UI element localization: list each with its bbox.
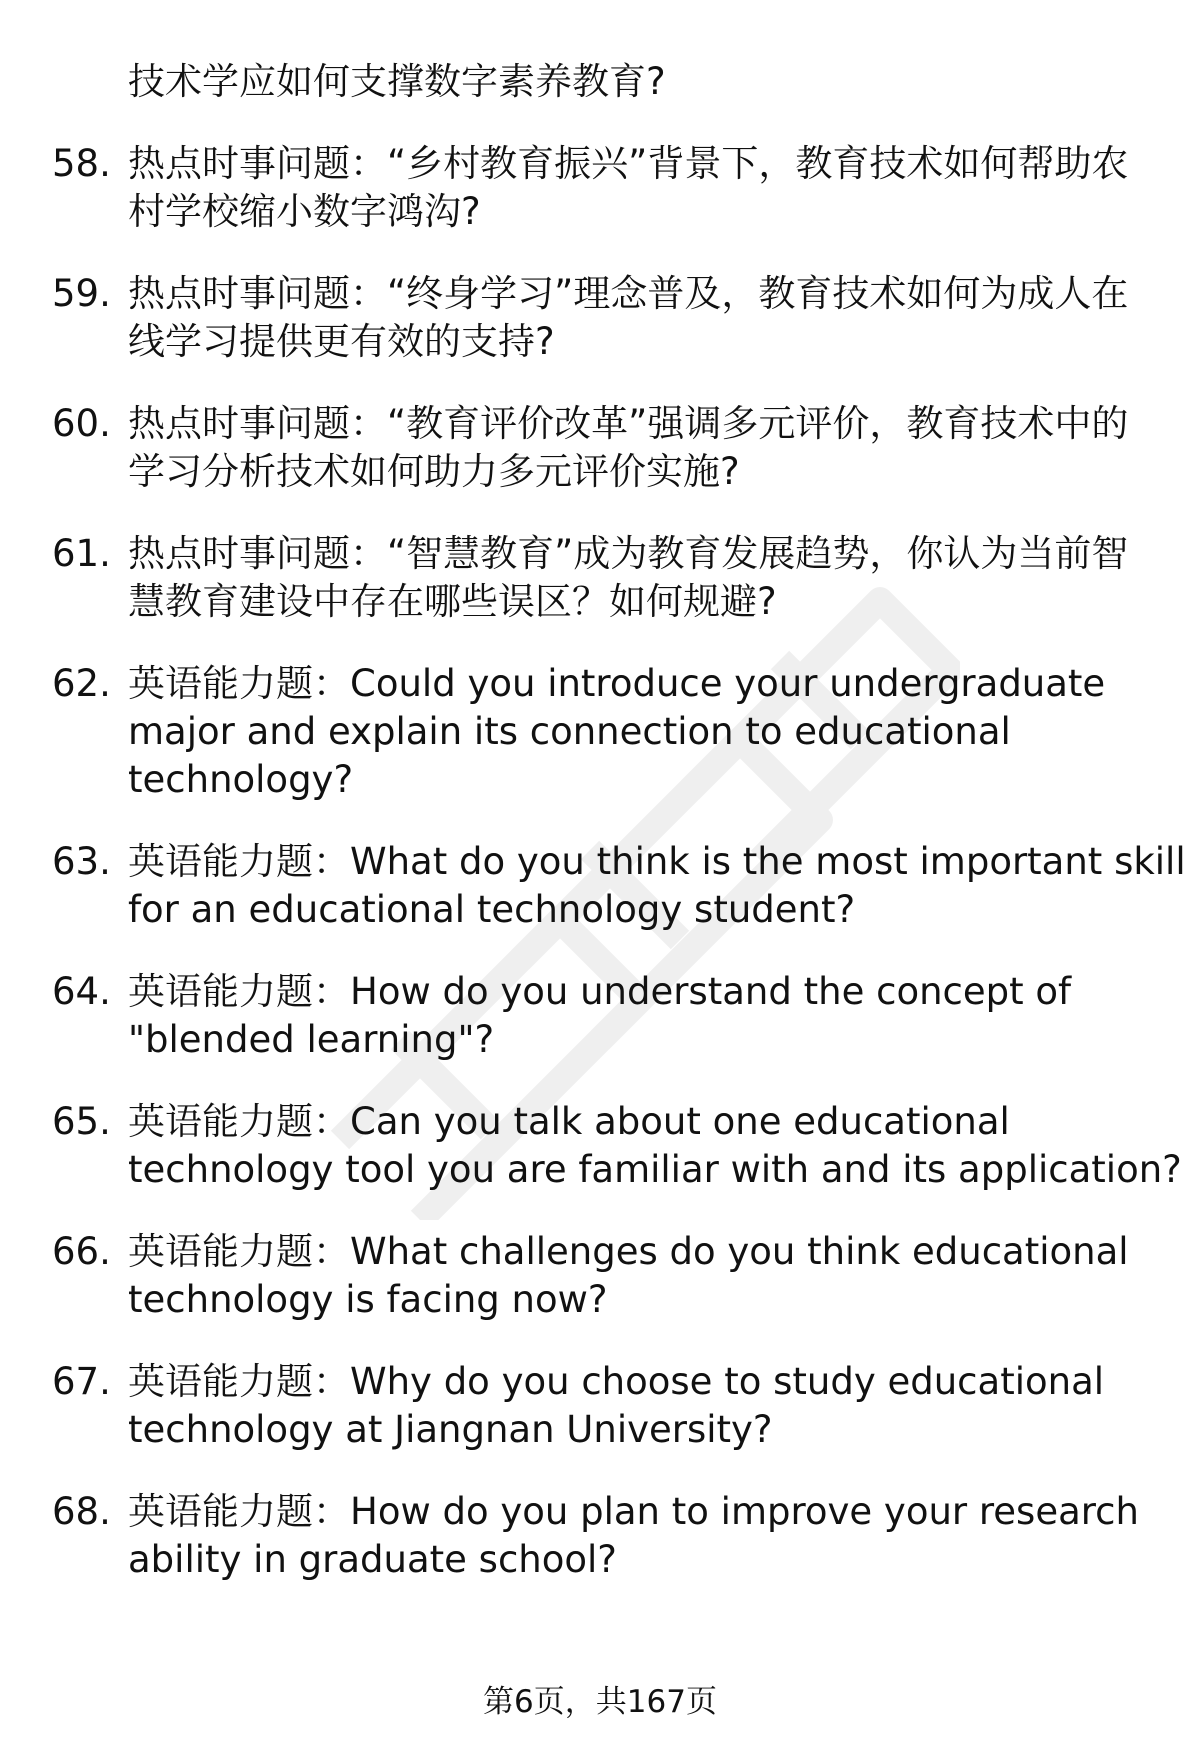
question-number: 62. (52, 662, 111, 705)
continuation-line: 技术学应如何支撑数字素养教育? (128, 60, 666, 103)
question-text-line: 村学校缩小数字鸿沟? (128, 190, 481, 233)
question-number: 63. (52, 840, 111, 883)
question-text (128, 1098, 1182, 1194)
question-text (128, 1358, 1152, 1454)
question-number: 59. (52, 272, 111, 315)
question-item (52, 140, 1152, 236)
question-text (128, 1228, 1152, 1324)
question-number: 60. (52, 402, 111, 445)
question-text-line: ability in graduate school? (128, 1538, 617, 1581)
question-text-line: 英语能力题：How do you understand the concept of (128, 970, 1072, 1013)
question-item (52, 660, 1152, 804)
question-text (128, 270, 1152, 366)
question-text (128, 1488, 1152, 1584)
question-list (52, 58, 1186, 1618)
question-item (52, 1358, 1152, 1454)
question-text-line: 英语能力题：What challenges do you think educational (128, 1230, 1129, 1273)
page-footer: 第6页，共167页 (483, 1684, 717, 1720)
question-text-line: 英语能力题：Could you introduce your undergraduate (128, 662, 1106, 705)
question-item (52, 270, 1152, 366)
question-text-line: technology at Jiangnan University? (128, 1408, 773, 1451)
question-number: 65. (52, 1100, 111, 1143)
question-text-line: 英语能力题：Can you talk about one educational (128, 1100, 1010, 1143)
question-text-line: "blended learning"? (128, 1018, 495, 1061)
question-number: 58. (52, 142, 111, 185)
question-text (128, 400, 1152, 496)
question-text-line: 英语能力题：What do you think is the most important skill (128, 840, 1186, 883)
question-text-line: 热点时事问题：“智慧教育”成为教育发展趋势，你认为当前智 (128, 532, 1129, 575)
question-text-line: 热点时事问题：“乡村教育振兴”背景下，教育技术如何帮助农 (128, 142, 1129, 185)
question-item (52, 530, 1152, 626)
question-text (128, 530, 1152, 626)
question-item (52, 1488, 1152, 1584)
question-item (52, 1228, 1152, 1324)
question-number: 68. (52, 1490, 111, 1533)
question-text-line: 线学习提供更有效的支持? (128, 320, 555, 363)
question-number: 66. (52, 1230, 111, 1273)
question-text-line: technology? (128, 758, 354, 801)
question-text-line: 英语能力题：Why do you choose to study educational (128, 1360, 1105, 1403)
question-item (52, 400, 1152, 496)
question-item (52, 968, 1152, 1064)
question-text-line: 热点时事问题：“终身学习”理念普及，教育技术如何为成人在 (128, 272, 1129, 315)
question-text-line: major and explain its connection to educational (128, 710, 1011, 753)
question-text (128, 660, 1152, 804)
question-number: 67. (52, 1360, 111, 1403)
question-text-line: technology tool you are familiar with and its application? (128, 1148, 1182, 1191)
question-item (52, 838, 1186, 934)
question-text-line: technology is facing now? (128, 1278, 608, 1321)
question-text-line: 热点时事问题：“教育评价改革”强调多元评价，教育技术中的 (128, 402, 1129, 445)
question-text-line: 英语能力题：How do you plan to improve your research (128, 1490, 1139, 1533)
question-number: 64. (52, 970, 111, 1013)
question-number: 61. (52, 532, 111, 575)
question-text-line: for an educational technology student? (128, 888, 856, 931)
question-text-line: 学习分析技术如何助力多元评价实施? (128, 450, 740, 493)
questions-container (52, 140, 1186, 1584)
question-text-line: 慧教育建设中存在哪些误区？如何规避? (128, 580, 777, 623)
question-text (128, 968, 1152, 1064)
question-item (52, 1098, 1182, 1194)
question-text (128, 140, 1152, 236)
question-text (128, 838, 1186, 934)
